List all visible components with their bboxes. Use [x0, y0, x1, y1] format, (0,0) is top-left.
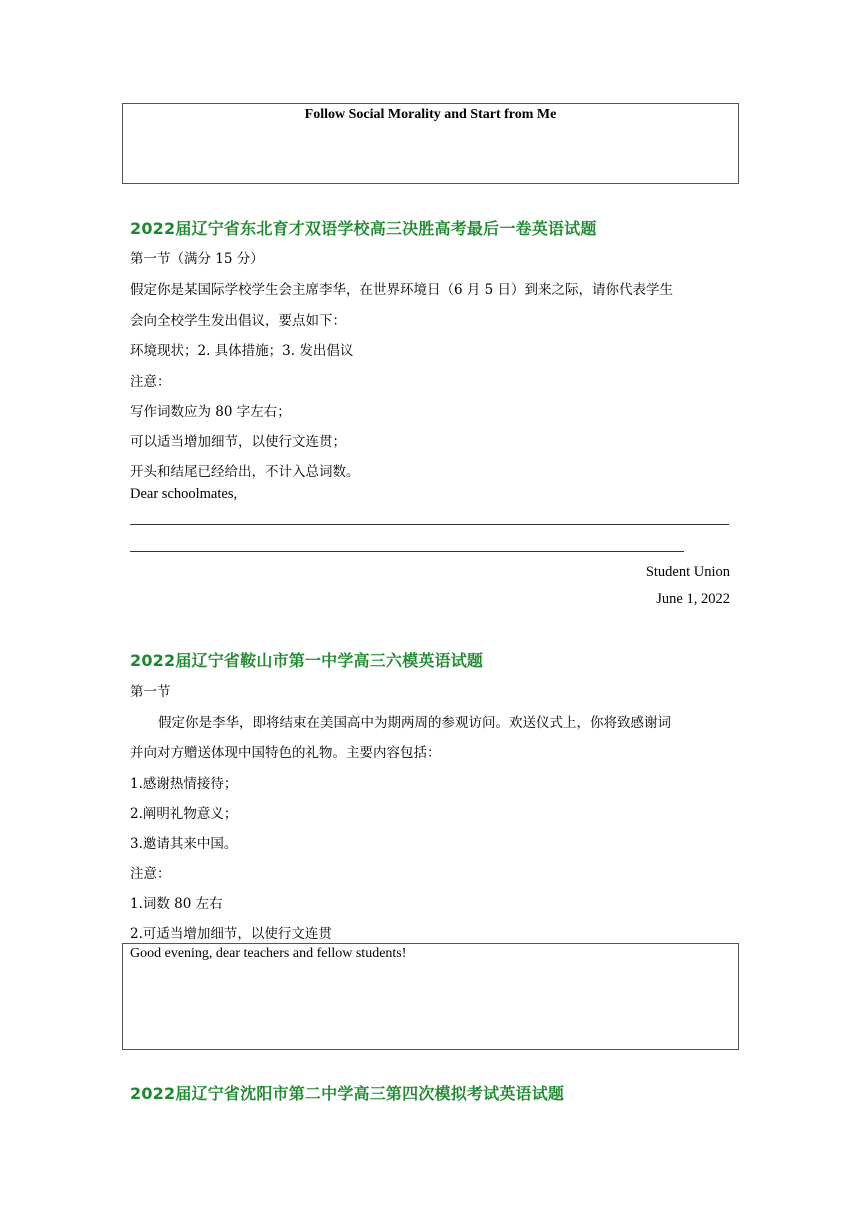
content-item: 1.感谢热情接待；	[130, 776, 238, 792]
prompt-line: 假定你是某国际学校学生会主席李华，在世界环境日（6 月 5 日）到来之际，请你代表学生	[130, 282, 674, 298]
speech-opening: Good evening, dear teachers and fellow students!	[130, 946, 407, 961]
writing-title: Follow Social Morality and Start from Me	[304, 107, 557, 122]
note-item: 开头和结尾已经给出，不计入总词数。	[130, 464, 360, 480]
prompt-line: 会向全校学生发出倡议，要点如下：	[130, 313, 346, 329]
prompt-line: 并向对方赠送体现中国特色的礼物。主要内容包括：	[130, 745, 441, 761]
letter-date: June 1, 2022	[656, 591, 730, 607]
note-item: 1.词数 80 左右	[130, 896, 223, 912]
key-points: 环境现状；2. 具体措施；3. 发出倡议	[130, 343, 354, 359]
letter-greeting: Dear schoolmates,	[130, 486, 238, 502]
answer-line	[130, 524, 729, 525]
section-part-label: 第一节（满分 15 分）	[130, 251, 264, 267]
note-item: 可以适当增加细节，以使行文连贯；	[130, 434, 346, 450]
content-item: 3.邀请其来中国。	[130, 836, 238, 852]
answer-line	[130, 551, 684, 552]
section-heading-3: 2022届辽宁省沈阳市第二中学高三第四次模拟考试英语试题	[130, 1084, 565, 1103]
section-heading-2: 2022届辽宁省鞍山市第一中学高三六模英语试题	[130, 651, 484, 670]
letter-signature: Student Union	[645, 564, 730, 580]
prompt-line: 假定你是李华，即将结束在美国高中为期两周的参观访问。欢送仪式上，你将致感谢词	[158, 715, 671, 731]
writing-title-box	[122, 103, 739, 184]
note-label: 注意：	[130, 866, 171, 882]
speech-opening-box	[122, 943, 739, 1050]
section-part-label: 第一节	[130, 684, 171, 700]
note-item: 2.可适当增加细节，以使行文连贯	[130, 926, 332, 942]
note-item: 写作词数应为 80 字左右；	[130, 404, 291, 420]
section-heading-1: 2022届辽宁省东北育才双语学校高三决胜高考最后一卷英语试题	[130, 219, 597, 238]
note-label: 注意：	[130, 374, 171, 390]
content-item: 2.阐明礼物意义；	[130, 806, 238, 822]
